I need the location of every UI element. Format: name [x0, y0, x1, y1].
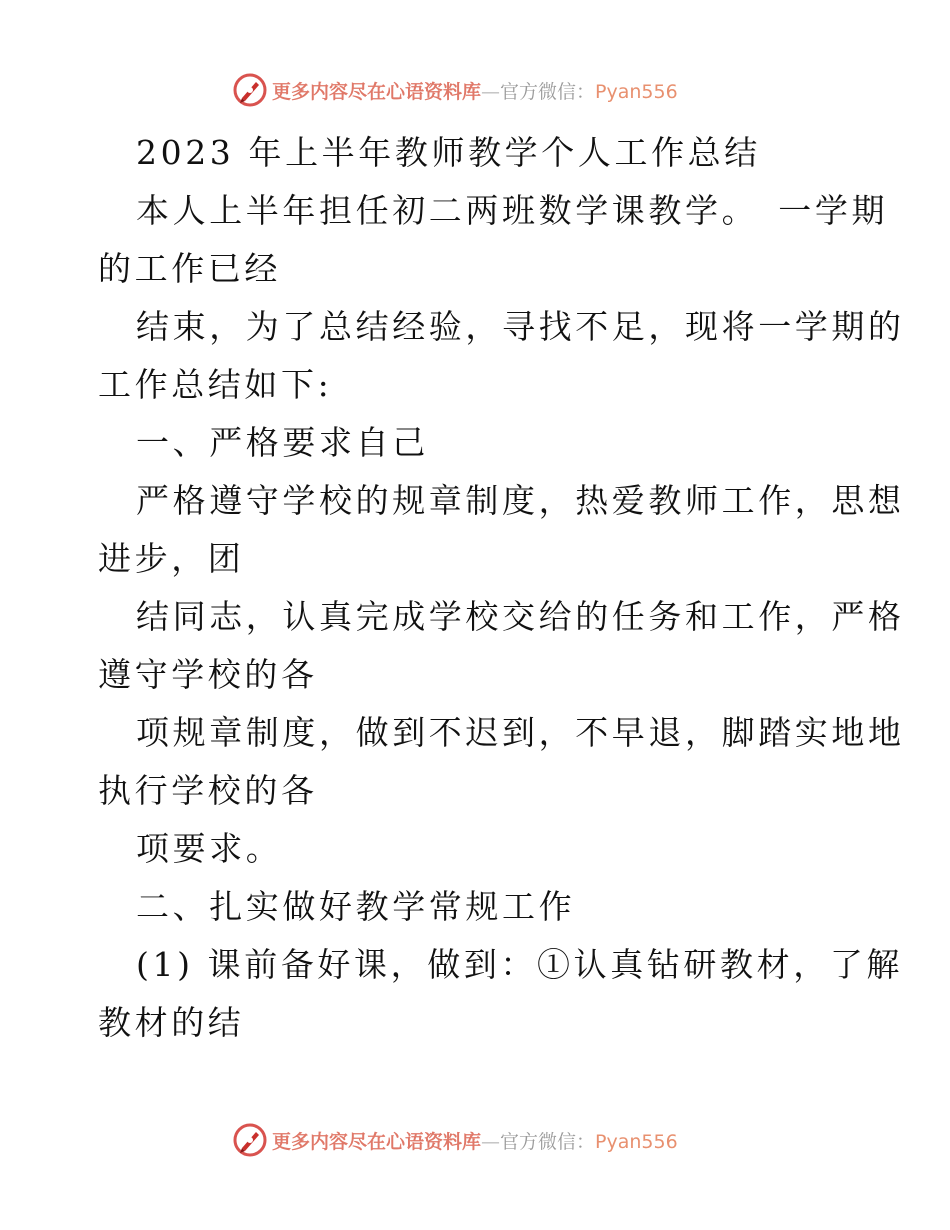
- watermark-dash: —: [481, 80, 501, 103]
- text-line: 结束，为了总结经验，寻找不足，现将一学期的: [136, 307, 905, 346]
- header-watermark: [232, 72, 678, 108]
- watermark-wechat-label: 官方微信：: [500, 80, 596, 103]
- text-line: 严格遵守学校的规章制度，热爱教师工作，思想: [136, 481, 905, 520]
- footer-watermark: [232, 1122, 678, 1158]
- watermark-wechat-label: 官方微信：: [500, 1130, 596, 1153]
- section-heading: 一、严格要求自己: [136, 423, 429, 462]
- text-line: 执行学校的各: [98, 771, 318, 810]
- text-line: 的工作已经: [98, 249, 281, 288]
- watermark-dash: —: [481, 1130, 501, 1153]
- text-line: 进步，团: [98, 539, 245, 578]
- watermark-wechat-id: Pyan556: [595, 80, 678, 103]
- document-body: [98, 124, 905, 1052]
- watermark-main-text: 更多内容尽在心语资料库: [272, 80, 482, 103]
- text-line: 本人上半年担任初二两班数学课教学。 一学期: [136, 191, 889, 230]
- watermark-main-text: 更多内容尽在心语资料库: [272, 1130, 482, 1153]
- section-heading: 二、扎实做好教学常规工作: [136, 887, 576, 926]
- text-line: 项要求。: [136, 829, 283, 868]
- pen-logo-icon: [232, 72, 268, 108]
- text-line: 教材的结: [98, 1003, 245, 1042]
- text-line: (1) 课前备好课，做到：①认真钻研教材，了解: [136, 945, 904, 984]
- pen-logo-icon: [232, 1122, 268, 1158]
- text-line: 项规章制度，做到不迟到，不早退，脚踏实地地: [136, 713, 905, 752]
- text-line: 遵守学校的各: [98, 655, 318, 694]
- text-line: 工作总结如下:: [98, 365, 333, 404]
- watermark-text: [272, 77, 678, 104]
- text-line: 结同志，认真完成学校交给的任务和工作，严格: [136, 597, 905, 636]
- document-title: 2023 年上半年教师教学个人工作总结: [136, 133, 761, 172]
- watermark-text: [272, 1127, 678, 1154]
- watermark-wechat-id: Pyan556: [595, 1130, 678, 1153]
